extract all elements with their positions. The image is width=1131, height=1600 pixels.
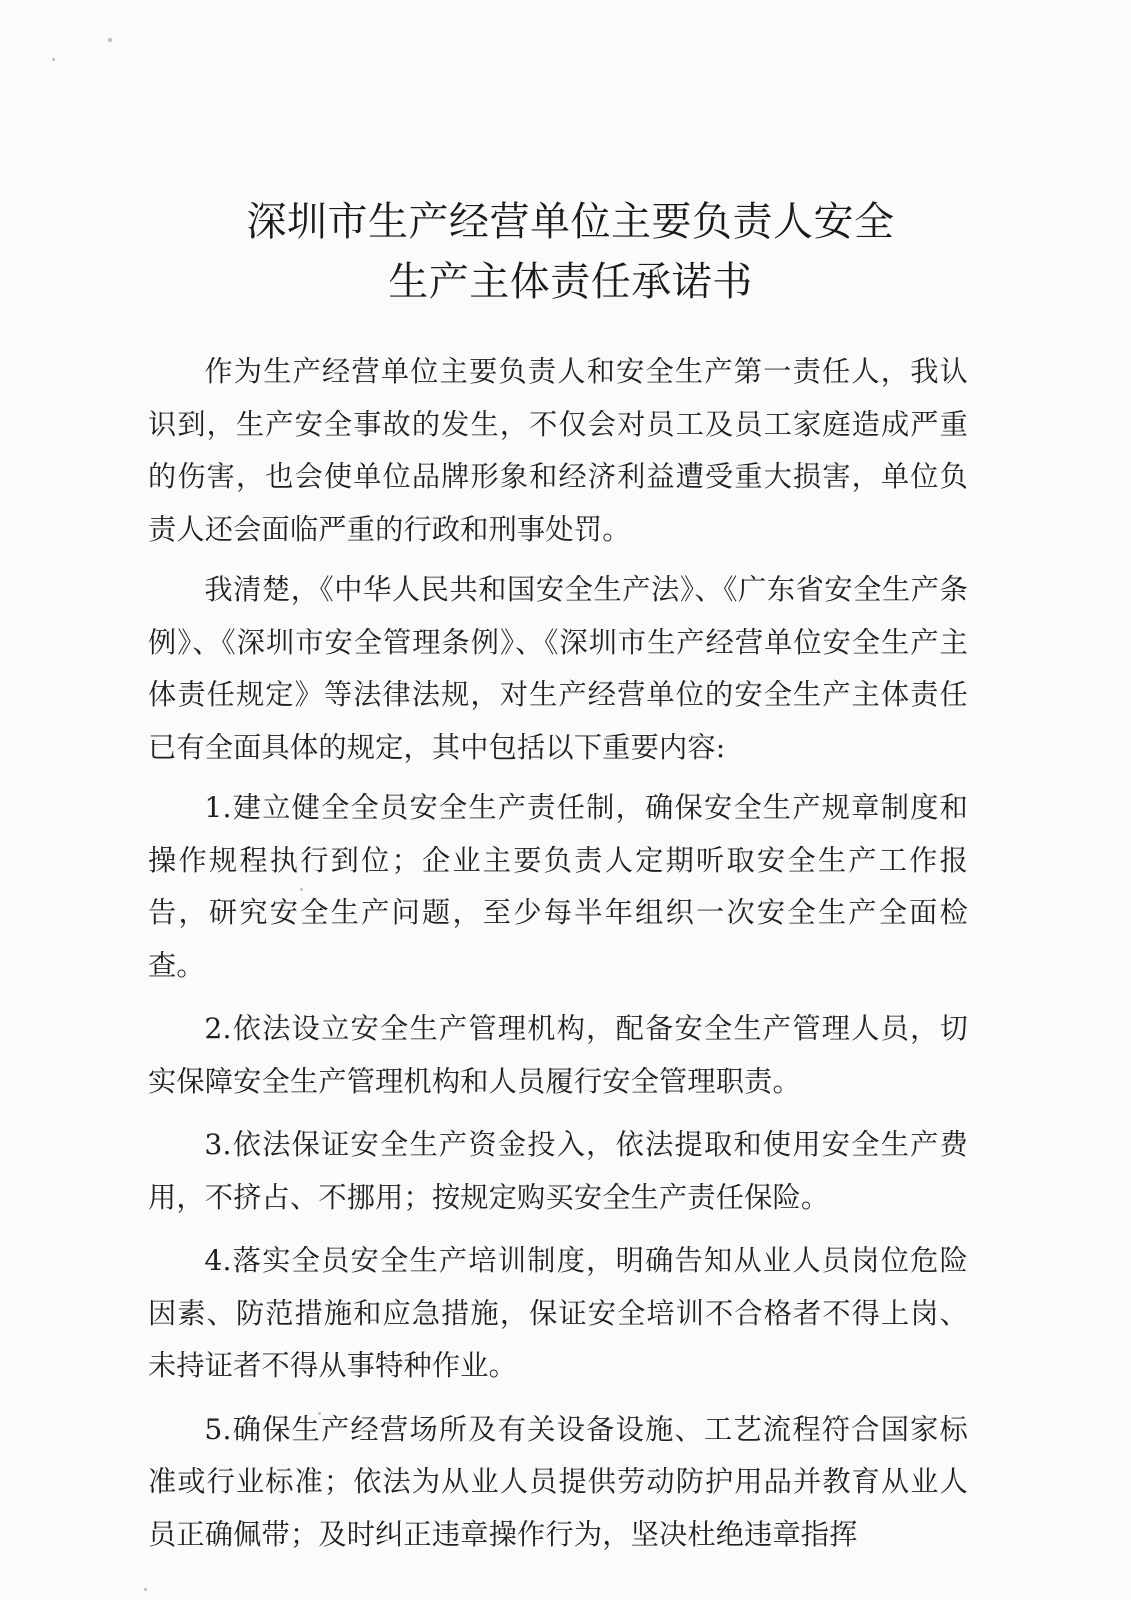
document-body (148, 346, 968, 1572)
paragraph-intro: 作为生产经营单位主要负责人和安全生产第一责任人，我认识到，生产安全事故的发生，不仅会对员工及员工家庭造成严重的伤害，也会使单位品牌形象和经济利益遭受重大损害，单位负责人还会面临严重的行政和刑事处罚。 (148, 355, 968, 546)
scan-speck (144, 1588, 147, 1591)
paragraph-item-3: 3.依法保证安全生产资金投入，依法提取和使用安全生产费用，不挤占、不挪用；按规定购买安全生产责任保险。 (148, 1128, 968, 1214)
paragraph-laws: 我清楚，《中华人民共和国安全生产法》、《广东省安全生产条例》、《深圳市安全管理条例》、《深圳市生产经营单位安全生产主体责任规定》等法律法规，对生产经营单位的安全生产主体责任已有全面具体的规定，其中包括以下重要内容: (148, 573, 968, 764)
title-line-1: 深圳市生产经营单位主要负责人安全 (246, 199, 895, 245)
paragraph-item-5: 5.确保生产经营场所及有关设备设施、工艺流程符合国家标准或行业标准；依法为从业人员提供劳动防护用品并教育从业人员正确佩带；及时纠正违章操作行为，坚决杜绝违章指挥 (148, 1412, 968, 1551)
document-title (0, 192, 1131, 312)
scan-speck (52, 58, 55, 61)
paragraph-item-1: 1.建立健全全员安全生产责任制，确保安全生产规章制度和操作规程执行到位；企业主要负责人定期听取安全生产工作报告，研究安全生产问题，至少每半年组织一次安全生产全面检查。 (148, 791, 968, 982)
scan-speck (108, 38, 112, 42)
paragraph-item-2: 2.依法设立安全生产管理机构，配备安全生产管理人员，切实保障安全生产管理机构和人员履行安全管理职责。 (148, 1012, 968, 1098)
title-line-2: 生产主体责任承诺书 (388, 259, 753, 305)
paragraph-item-4: 4.落实全员安全生产培训制度，明确告知从业人员岗位危险因素、防范措施和应急措施，保证安全培训不合格者不得上岗、未持证者不得从事特种作业。 (148, 1244, 968, 1382)
